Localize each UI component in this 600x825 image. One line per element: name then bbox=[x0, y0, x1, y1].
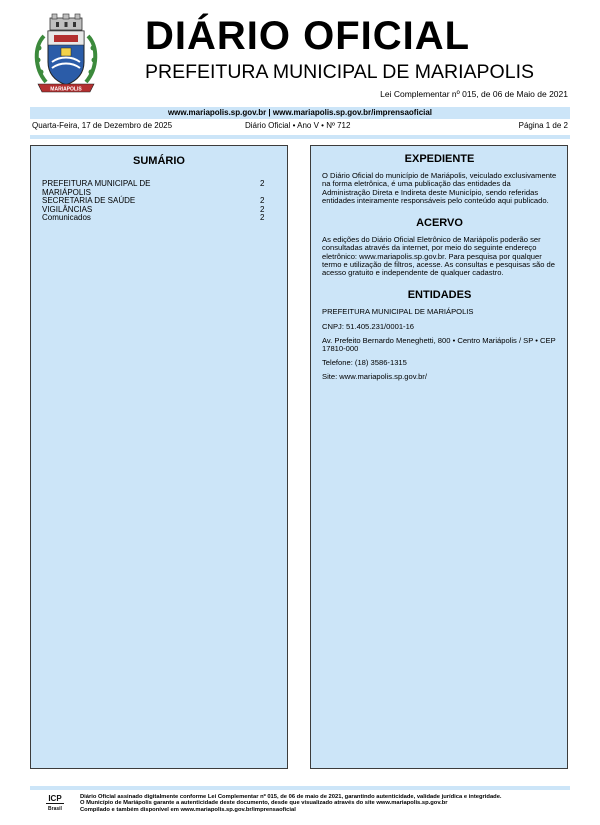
summary-item-page: 2 bbox=[260, 204, 265, 214]
entidades-heading: ENTIDADES bbox=[407, 289, 472, 302]
summary-panel bbox=[30, 145, 288, 769]
summary-item-label: PREFEITURA MUNICIPAL DE MARIÁPOLIS bbox=[42, 179, 151, 197]
summary-item-page: 2 bbox=[260, 196, 265, 206]
entity-name: PREFEITURA MUNICIPAL DE MARIÁPOLIS bbox=[322, 307, 474, 317]
icp-logo-line2: Brasil bbox=[48, 806, 62, 812]
acervo-text: As edições do Diário Oficial Eletrônico de Mariápolis poderão ser consultadas através da internet, por meio do seguinte endereço eletrônico: www.mariapolis.sp.gov.br. Para pesquisa por qualquer termo e utilização de filtros, acesse. As consultas e pesquisas são de acesso gratuito e independente de qualquer cadastro. bbox=[322, 235, 555, 278]
icp-brasil-logo bbox=[44, 792, 66, 814]
divider bbox=[30, 135, 570, 139]
entity-site[interactable]: Site: www.mariapolis.sp.gov.br/ bbox=[322, 372, 427, 382]
entity-address: Av. Prefeito Bernardo Meneghetti, 800 • Centro Mariápolis / SP • CEP 17810-000 bbox=[322, 335, 556, 354]
summary-item-page: 2 bbox=[260, 179, 265, 188]
entity-cnpj: CNPJ: 51.405.231/0001-16 bbox=[322, 321, 415, 331]
summary-item[interactable] bbox=[42, 180, 272, 197]
page-title: DIÁRIO OFICIAL bbox=[145, 14, 471, 58]
page-number: Página 1 de 2 bbox=[518, 121, 568, 130]
summary-heading: SUMÁRIO bbox=[133, 155, 185, 167]
crest-ribbon-text: MARIAPOLIS bbox=[50, 86, 82, 93]
footer-text bbox=[80, 794, 502, 813]
entidades-block bbox=[322, 308, 557, 381]
law-note: Lei Complementar nº 015, de 06 de Maio de 2021 bbox=[380, 89, 568, 99]
summary-item-label: VIGILÂNCIAS bbox=[42, 204, 93, 214]
summary-item-label: Comunicados bbox=[42, 213, 91, 223]
icp-logo-line1: ICP bbox=[48, 794, 62, 803]
entity-phone: Telefone: (18) 3586-1315 bbox=[322, 358, 407, 368]
info-panel bbox=[310, 145, 568, 769]
edition-info-bar bbox=[30, 120, 570, 132]
summary-item-page: 2 bbox=[260, 213, 265, 223]
publication-date: Quarta-Feira, 17 de Dezembro de 2025 bbox=[32, 121, 173, 130]
footer-line: Diário Oficial assinado digitalmente conforme Lei Complementar nº 015, de 06 de maio de 2021, garantindo autenticidade, validade jurídica e integridade. bbox=[80, 794, 502, 800]
edition-number: Diário Oficial • Ano V • Nº 712 bbox=[245, 121, 351, 130]
page-subtitle: PREFEITURA MUNICIPAL DE MARIAPOLIS bbox=[145, 61, 534, 83]
acervo-heading: ACERVO bbox=[416, 217, 463, 230]
website-bar: www.mariapolis.sp.gov.br | www.mariapolis.sp.gov.br/imprensaoficial bbox=[30, 107, 570, 119]
summary-item[interactable] bbox=[42, 214, 272, 223]
expediente-text: O Diário Oficial do município de Mariápolis, veiculado exclusivamente na forma eletrônica, é uma publicação das entidades da Administração Direta e Indireta deste Município, sendo referidas entidades inteiramente responsáveis pelo conteúdo aqui publicado. bbox=[322, 171, 557, 205]
footer-divider bbox=[30, 786, 570, 790]
footer-line: Compilado e também disponível em www.mariapolis.sp.gov.br/imprensaoficial bbox=[80, 806, 296, 813]
coat-of-arms-icon bbox=[30, 12, 102, 96]
footer-line: O Município de Mariápolis garante a autenticidade deste documento, desde que visualizado através do site www.mariapolis.sp.gov.br bbox=[80, 800, 448, 807]
expediente-heading: EXPEDIENTE bbox=[404, 153, 475, 165]
summary-item-label: SECRETARIA DE SAÚDE bbox=[42, 196, 136, 206]
summary-list bbox=[42, 180, 272, 223]
